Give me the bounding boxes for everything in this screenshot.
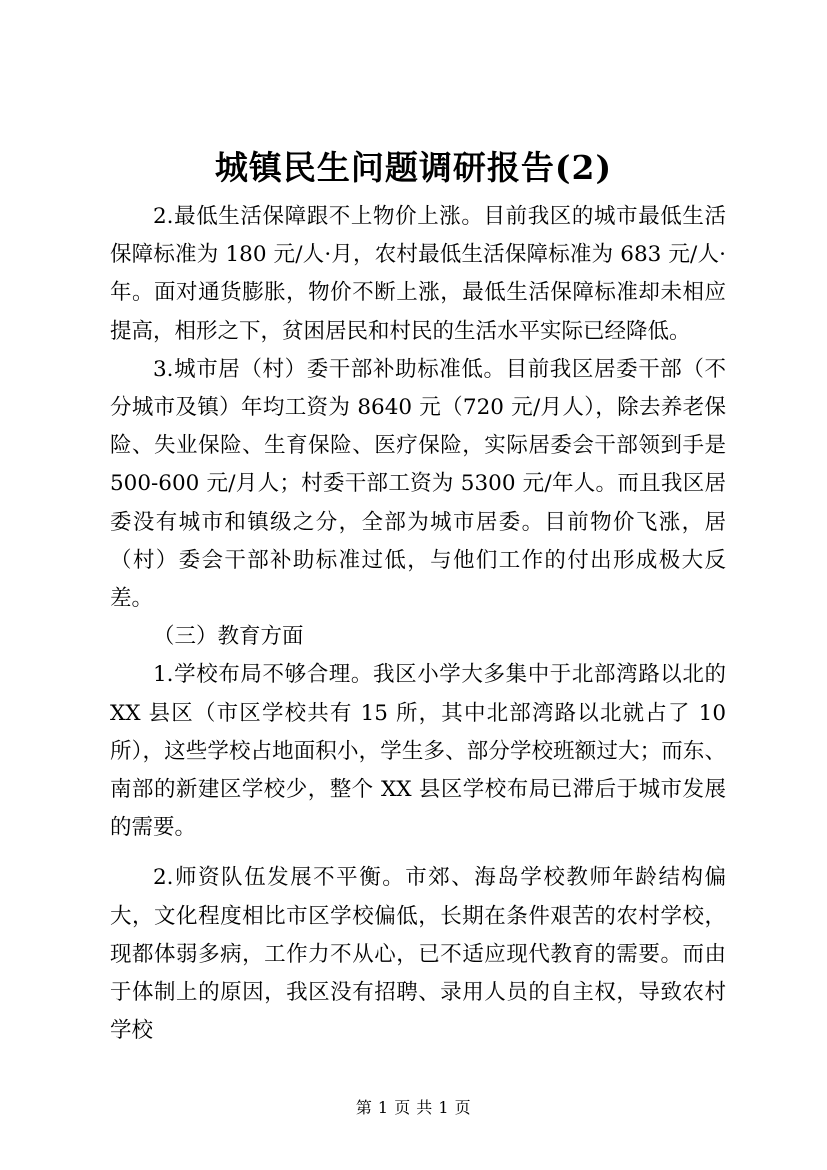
paragraph-school-layout: 1.学校布局不够合理。我区小学大多集中于北部湾路以北的 XX 县区（市区学校共有 15 所，其中北部湾路以北就占了 10 所），这些学校占地面积小，学生多、部分学校班额过大；而东、南部的新建区学校少，整个 XX 县区学校布局已滞后于城市发展的需要。 bbox=[110, 662, 726, 841]
paragraph-minimum-living-guarantee: 2.最低生活保障跟不上物价上涨。目前我区的城市最低生活保障标准为 180 元/人·月，农村最低生活保障标准为 683 元/人·年。面对通货膨胀，物价不断上涨，最低生活保障标准却未相应提高，相形之下，贫困居民和村民的生活水平实际已经降低。 bbox=[110, 204, 726, 344]
page-footer: 第 1 页 共 1 页 bbox=[355, 1098, 472, 1117]
section-heading-education: （三）教育方面 bbox=[153, 624, 304, 650]
paragraph-teacher-staffing: 2.师资队伍发展不平衡。市郊、海岛学校教师年龄结构偏大，文化程度相比市区学校偏低，长期在条件艰苦的农村学校，现都体弱多病，工作力不从心，已不适应现代教育的需要。而由于体制上的原因，我区没有招聘、录用人员的自主权，导致农村学校 bbox=[110, 865, 726, 1044]
document-title: 城镇民生问题调研报告(2) bbox=[214, 148, 613, 187]
paragraph-gap bbox=[110, 847, 726, 859]
paragraph-cadre-subsidy: 3.城市居（村）委干部补助标准低。目前我区居委干部（不分城市及镇）年均工资为 8640 元（720 元/月人），除去养老保险、失业保险、生育保险、医疗保险，实际居委会干部领到手是 500-600 元/月人；村委干部工资为 5300 元/年人。而且我区居委没有城市和镇级之分，全部为城市居委。目前物价飞涨，居（村）委会干部补助标准过低，与他们工作的付出形成极大反差。 bbox=[110, 356, 726, 612]
document-body bbox=[110, 198, 726, 1050]
